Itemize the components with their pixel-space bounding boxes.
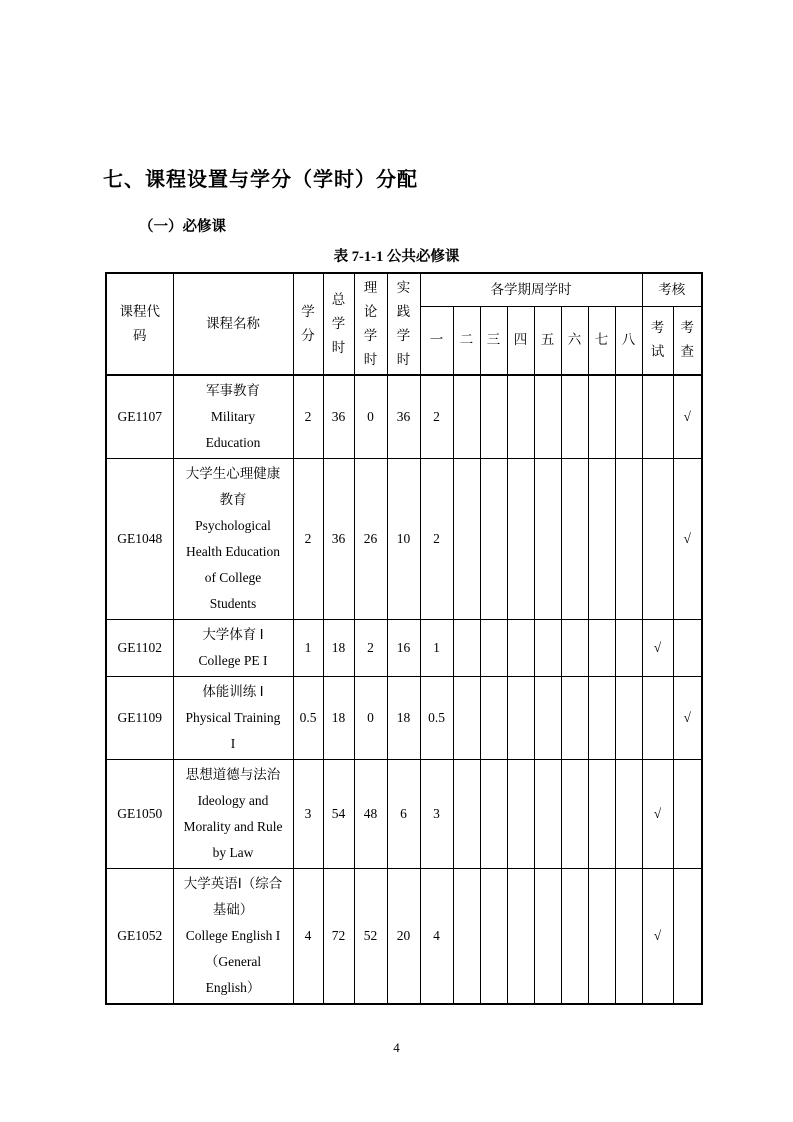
section-heading: 七、课程设置与学分（学时）分配: [103, 169, 418, 191]
semester-1-cell: 3: [420, 760, 453, 869]
semester-5-cell: [534, 760, 561, 869]
check-mark-cell: √: [673, 459, 702, 620]
semester-8-cell: [615, 677, 642, 760]
semester-7-cell: [588, 375, 615, 459]
exam-mark-cell: √: [642, 760, 673, 869]
course-code-cell: GE1107: [106, 375, 173, 459]
practice-hours-cell: 6: [387, 760, 420, 869]
exam-mark-cell: √: [642, 620, 673, 677]
course-name-en: Psychological Health Education of College Students: [185, 518, 281, 611]
check-mark-cell: √: [673, 375, 702, 459]
credits-cell: 2: [293, 375, 323, 459]
course-name-cell: [173, 677, 293, 760]
semester-4-cell: [507, 375, 534, 459]
col-header-semester-3: 三: [480, 306, 507, 375]
course-name-en: Physical Training I: [185, 710, 281, 751]
semester-4-cell: [507, 677, 534, 760]
course-name-en: Military Education: [205, 409, 261, 450]
practice-hours-cell: 18: [387, 677, 420, 760]
semester-2-cell: [453, 459, 480, 620]
col-header-semester-6: 六: [561, 306, 588, 375]
col-header-credits: [293, 273, 323, 375]
semester-4-cell: [507, 459, 534, 620]
col-header-exam: [642, 306, 673, 375]
col-header-course-code: [106, 273, 173, 375]
semester-2-cell: [453, 375, 480, 459]
col-header-semester-8: 八: [615, 306, 642, 375]
theory-hours-cell: 52: [354, 869, 387, 1005]
table-row: [106, 760, 702, 869]
course-name-zh: 大学英语Ⅰ（综合基础）: [183, 876, 283, 917]
course-name-cell: [173, 869, 293, 1005]
course-name-en: College PE I: [198, 653, 268, 668]
practice-hours-cell: 36: [387, 375, 420, 459]
col-header-exam-label: 考试: [650, 320, 665, 360]
course-name-zh: 军事教育: [206, 383, 260, 398]
table-row: [106, 459, 702, 620]
table-row: [106, 869, 702, 1005]
semester-7-cell: [588, 760, 615, 869]
semester-5-cell: [534, 620, 561, 677]
semester-8-cell: [615, 760, 642, 869]
course-name-cell: [173, 620, 293, 677]
course-name-cell: [173, 760, 293, 869]
semester-4-cell: [507, 760, 534, 869]
course-name-en: College English I （General English）: [185, 928, 281, 995]
subsection-heading: （一）必修课: [139, 219, 226, 235]
table-row: [106, 375, 702, 459]
semester-4-cell: [507, 869, 534, 1005]
semester-6-cell: [561, 459, 588, 620]
semester-3-cell: [480, 620, 507, 677]
semester-8-cell: [615, 459, 642, 620]
semester-8-cell: [615, 375, 642, 459]
semester-6-cell: [561, 869, 588, 1005]
credits-cell: 1: [293, 620, 323, 677]
semester-2-cell: [453, 869, 480, 1005]
col-header-course-name: 课程名称: [173, 273, 293, 375]
theory-hours-cell: 0: [354, 677, 387, 760]
semester-6-cell: [561, 620, 588, 677]
total-hours-cell: 54: [323, 760, 354, 869]
course-name-zh: 思想道德与法治: [185, 767, 281, 782]
course-name-zh: 大学生心理健康教育: [185, 466, 281, 507]
table-caption: 表 7-1-1 公共必修课: [333, 249, 460, 265]
credits-cell: 3: [293, 760, 323, 869]
check-mark-cell: [673, 760, 702, 869]
semester-7-cell: [588, 869, 615, 1005]
semester-4-cell: [507, 620, 534, 677]
check-mark-cell: [673, 869, 702, 1005]
check-mark-cell: [673, 620, 702, 677]
semester-8-cell: [615, 869, 642, 1005]
col-header-total-hours-label: 总学时: [331, 292, 346, 355]
col-header-semester-5: 五: [534, 306, 561, 375]
semester-7-cell: [588, 459, 615, 620]
semester-5-cell: [534, 869, 561, 1005]
credits-cell: 0.5: [293, 677, 323, 760]
course-name-en: Ideology and Morality and Rule by Law: [183, 793, 283, 860]
exam-mark-cell: [642, 459, 673, 620]
practice-hours-cell: 10: [387, 459, 420, 620]
semester-1-cell: 1: [420, 620, 453, 677]
theory-hours-cell: 26: [354, 459, 387, 620]
total-hours-cell: 72: [323, 869, 354, 1005]
exam-mark-cell: √: [642, 869, 673, 1005]
page-number: 4: [393, 1040, 400, 1055]
col-header-semester-4: 四: [507, 306, 534, 375]
col-header-theory-hours-label: 理论学时: [363, 280, 378, 367]
course-code-cell: GE1052: [106, 869, 173, 1005]
col-header-practice-hours: [387, 273, 420, 375]
semester-1-cell: 2: [420, 459, 453, 620]
total-hours-cell: 36: [323, 375, 354, 459]
total-hours-cell: 18: [323, 677, 354, 760]
semester-2-cell: [453, 677, 480, 760]
semester-6-cell: [561, 677, 588, 760]
semester-2-cell: [453, 620, 480, 677]
col-header-course-code-label: 课程代码: [119, 304, 160, 343]
semester-3-cell: [480, 760, 507, 869]
semester-5-cell: [534, 459, 561, 620]
public-required-courses-table: [105, 272, 703, 1005]
course-code-cell: GE1050: [106, 760, 173, 869]
semester-5-cell: [534, 677, 561, 760]
theory-hours-cell: 48: [354, 760, 387, 869]
total-hours-cell: 18: [323, 620, 354, 677]
col-header-semester-2: 二: [453, 306, 480, 375]
col-header-assessment-group: 考核: [642, 273, 702, 306]
semester-5-cell: [534, 375, 561, 459]
col-header-total-hours: [323, 273, 354, 375]
col-header-credits-label: 学分: [301, 304, 315, 343]
table-row: [106, 677, 702, 760]
semester-7-cell: [588, 677, 615, 760]
semester-7-cell: [588, 620, 615, 677]
table-row: [106, 620, 702, 677]
col-header-theory-hours: [354, 273, 387, 375]
semester-3-cell: [480, 459, 507, 620]
semester-3-cell: [480, 677, 507, 760]
theory-hours-cell: 2: [354, 620, 387, 677]
semester-2-cell: [453, 760, 480, 869]
course-name-cell: [173, 459, 293, 620]
col-header-check-label: 考查: [680, 320, 694, 360]
check-mark-cell: √: [673, 677, 702, 760]
exam-mark-cell: [642, 677, 673, 760]
course-name-cell: [173, 375, 293, 459]
col-header-semester-1: 一: [420, 306, 453, 375]
semester-6-cell: [561, 375, 588, 459]
course-code-cell: GE1048: [106, 459, 173, 620]
credits-cell: 4: [293, 869, 323, 1005]
semester-3-cell: [480, 869, 507, 1005]
semester-1-cell: 0.5: [420, 677, 453, 760]
semester-8-cell: [615, 620, 642, 677]
col-header-semester-group: 各学期周学时: [420, 273, 642, 306]
semester-1-cell: 4: [420, 869, 453, 1005]
semester-3-cell: [480, 375, 507, 459]
semester-1-cell: 2: [420, 375, 453, 459]
course-code-cell: GE1109: [106, 677, 173, 760]
credits-cell: 2: [293, 459, 323, 620]
course-name-zh: 体能训练 Ⅰ: [202, 684, 264, 699]
course-code-cell: GE1102: [106, 620, 173, 677]
course-name-zh: 大学体育 Ⅰ: [202, 627, 264, 642]
semester-6-cell: [561, 760, 588, 869]
col-header-practice-hours-label: 实践学时: [396, 280, 411, 367]
total-hours-cell: 36: [323, 459, 354, 620]
theory-hours-cell: 0: [354, 375, 387, 459]
col-header-check: [673, 306, 702, 375]
practice-hours-cell: 20: [387, 869, 420, 1005]
exam-mark-cell: [642, 375, 673, 459]
practice-hours-cell: 16: [387, 620, 420, 677]
col-header-semester-7: 七: [588, 306, 615, 375]
